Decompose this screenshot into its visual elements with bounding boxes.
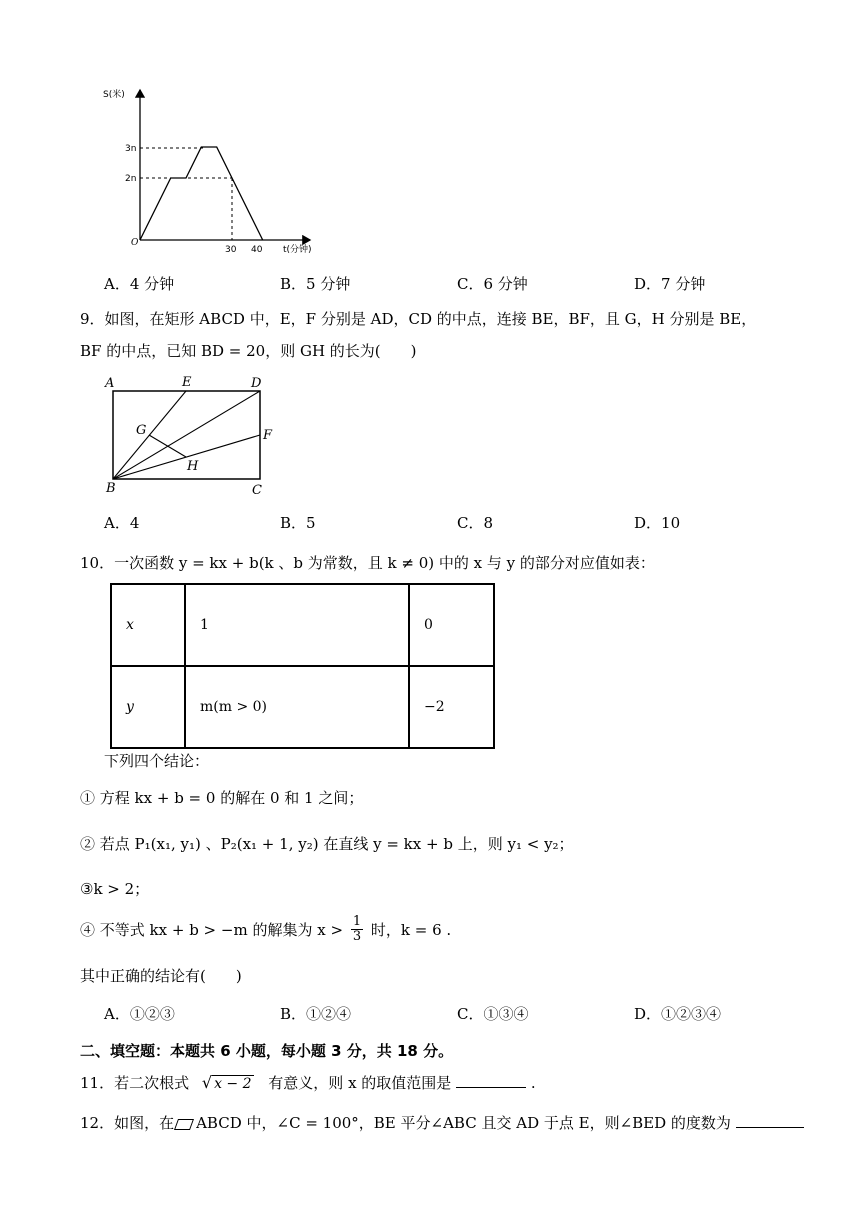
q10-option-b[interactable]: B．①②④ [280,1005,352,1023]
q12-text: ABCD 中，∠C = 100°，BE 平分∠ABC 且交 AD 于点 E，则∠BED 的度数为 [196,1114,731,1132]
q10-ask: 其中正确的结论有( ) [80,967,242,985]
rectangle-figure [100,370,285,500]
fraction [351,915,363,944]
q10-option-a[interactable]: A．①②③ [104,1005,175,1023]
c4-post: 时，k = 6 . [370,921,452,939]
q8-option-b[interactable]: B．5 分钟 [280,275,351,293]
table-cell: 1 [185,584,409,666]
table-row [111,666,494,748]
q10-conclusion-3: ③k > 2； [80,880,150,898]
q8-option-c[interactable]: C．6 分钟 [457,275,528,293]
fraction-denominator: 3 [352,929,362,944]
q11-end: . [530,1074,536,1092]
q9-option-c[interactable]: C．8 [457,514,494,532]
label-b: B [106,481,116,496]
table-cell: x [111,584,185,666]
x-tick-30: 30 [225,245,237,255]
q10-conclusion-2: ② 若点 P₁(x₁, y₁) 、P₂(x₁ + 1, y₂) 在直线 y = kx + b 上，则 y₁ < y₂； [80,835,574,853]
answer-blank-12[interactable] [736,1113,804,1128]
q9-option-b[interactable]: B．5 [280,514,316,532]
label-e: E [182,375,192,390]
table-cell: m(m > 0) [185,666,409,748]
q12-pre: 12．如图，在 [80,1114,175,1132]
q10-conclusion-4 [80,915,451,944]
table-cell: 0 [409,584,494,666]
label-h: H [187,459,199,474]
answer-blank-11[interactable] [456,1073,526,1088]
label-a: A [105,376,115,391]
radicand: x − 2 [214,1076,252,1092]
q10-option-d[interactable]: D．①②③④ [634,1005,722,1023]
fraction-numerator: 1 [352,914,362,929]
c4-pre: ④ 不等式 kx + b > −m 的解集为 x > [80,921,344,939]
table-cell: y [111,666,185,748]
label-c: C [252,483,262,498]
label-f: F [263,428,273,443]
x-axis-label: t(分钟) [283,245,312,255]
radical-sign: √ [201,1073,213,1092]
label-g: G [136,423,147,438]
label-d: D [251,376,262,391]
q8-option-a[interactable]: A．4 分钟 [104,275,175,293]
q11-pre: 11．若二次根式 [80,1074,190,1092]
y-axis-label: S(米) [103,90,125,100]
distance-time-chart [95,85,340,260]
table-cell: −2 [409,666,494,748]
q10-stem: 10．一次函数 y = kx + b(k 、b 为常数，且 k ≠ 0) 中的 x 与 y 的部分对应值如表： [80,554,655,572]
origin-label: O [131,238,139,248]
q9-option-a[interactable]: A．4 [104,514,140,532]
q9-stem-line2: BF 的中点，已知 BD = 20，则 GH 的长为( ) [80,342,417,360]
parallelogram-icon [174,1119,194,1130]
q11-post: 有意义，则 x 的取值范围是 [268,1074,452,1092]
q11 [80,1072,536,1093]
y-tick-3n: 3n [125,144,137,154]
table-row [111,584,494,666]
radical [202,1073,254,1092]
q10-conclusion-1: ① 方程 kx + b = 0 的解在 0 和 1 之间； [80,789,364,807]
q8-option-d[interactable]: D．7 分钟 [634,275,706,293]
q12 [80,1112,804,1133]
distance-series-line [140,147,263,240]
value-table [110,583,495,749]
section-heading: 二、填空题：本题共 6 小题，每小题 3 分，共 18 分。 [80,1042,454,1060]
x-tick-40: 40 [251,245,263,255]
q10-option-c[interactable]: C．①③④ [457,1005,529,1023]
q10-intro: 下列四个结论： [104,752,210,770]
q9-stem-line1: 9．如图，在矩形 ABCD 中，E，F 分别是 AD，CD 的中点，连接 BE，BF，且 G，H 分别是 BE， [80,310,757,328]
q9-option-d[interactable]: D．10 [634,514,681,532]
y-tick-2n: 2n [125,174,137,184]
